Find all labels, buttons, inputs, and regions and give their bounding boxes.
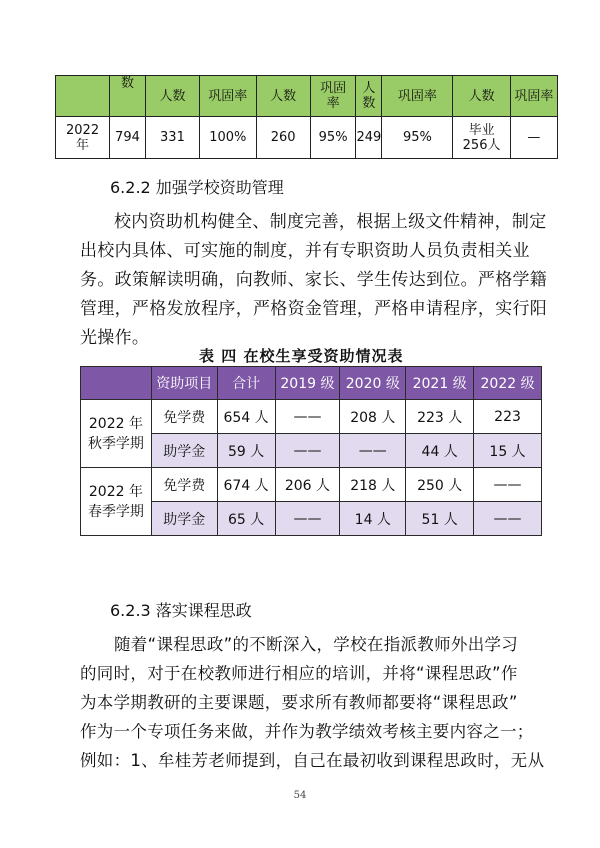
header-cell: 巩固率 xyxy=(200,76,257,117)
enrollment-retention-table xyxy=(55,75,558,159)
paragraph-line: 的同时，对于在校教师进行相应的培训，并将“课程思政”作 xyxy=(80,664,518,683)
table-cell: 44 人 xyxy=(406,434,474,468)
header-cell: 2019 级 xyxy=(275,367,340,400)
table-cell: 249 xyxy=(356,117,382,159)
section-622-paragraph xyxy=(80,208,547,353)
paragraph-line: 管理，严格发放程序，严格资金管理，严格申请程序，实行阳 xyxy=(80,299,548,319)
table-row xyxy=(56,117,558,159)
table-cell: 260 xyxy=(256,117,310,159)
table-row xyxy=(81,468,542,502)
table-cell: 208 人 xyxy=(340,400,406,434)
header-cell xyxy=(81,367,152,400)
table-header-row xyxy=(81,367,542,400)
table-cell: 免学费 xyxy=(151,468,217,502)
semester-cell: 2022 年秋季学期 xyxy=(81,400,152,468)
table-cell: 95% xyxy=(310,117,356,159)
page-number: 54 xyxy=(293,790,307,801)
paragraph-line: 务。政策解读明确，向教师、家长、学生传达到位。严格学籍 xyxy=(80,270,548,290)
paragraph-line: 光操作。 xyxy=(80,328,150,348)
header-cell: 2022 级 xyxy=(474,367,542,400)
table-cell: 654 人 xyxy=(217,400,275,434)
section-heading-622: 6.2.2 加强学校资助管理 xyxy=(110,178,284,197)
header-cell: 人数 xyxy=(453,76,510,117)
table-row xyxy=(81,400,542,434)
section-heading-623: 6.2.3 落实课程思政 xyxy=(110,601,252,620)
table-cell: 331 xyxy=(145,117,199,159)
table-cell: 218 人 xyxy=(340,468,406,502)
header-cell: 合计 xyxy=(217,367,275,400)
table-cell: —— xyxy=(275,502,340,536)
header-cell: 人数 xyxy=(356,76,382,117)
header-cell: 人数 xyxy=(256,76,310,117)
table-cell: —— xyxy=(275,434,340,468)
table-cell: 794 xyxy=(110,117,146,159)
header-cell: 巩固率 xyxy=(310,76,356,117)
header-cell: 2020 级 xyxy=(340,367,406,400)
paragraph-line: 例如：1、牟桂芳老师提到，自己在最初收到课程思政时，无从 xyxy=(80,751,545,770)
table-cell: 助学金 xyxy=(151,502,217,536)
table-cell: 100% xyxy=(200,117,257,159)
financial-aid-table xyxy=(80,366,542,536)
table-cell: 206 人 xyxy=(275,468,340,502)
table-cell: 15 人 xyxy=(474,434,542,468)
semester-cell: 2022 年春季学期 xyxy=(81,468,152,536)
table-cell: — xyxy=(510,117,557,159)
table-cell: 223 人 xyxy=(406,400,474,434)
header-cell: 巩固率 xyxy=(382,76,453,117)
paragraph-line: 为本学期教研的主要课题，要求所有教师都要将“课程思政” xyxy=(80,693,518,712)
table-cell: 51 人 xyxy=(406,502,474,536)
paragraph-line: 校内资助机构健全、制度完善，根据上级文件精神，制定 xyxy=(114,212,547,232)
table-caption: 表 四 在校生享受资助情况表 xyxy=(199,347,404,365)
table-cell: 250 人 xyxy=(406,468,474,502)
table-cell: 免学费 xyxy=(151,400,217,434)
table-cell: 14 人 xyxy=(340,502,406,536)
table-cell: 助学金 xyxy=(151,434,217,468)
table-cell: —— xyxy=(340,434,406,468)
header-cell: 资助项目 xyxy=(151,367,217,400)
paragraph-line: 随着“课程思政”的不断深入，学校在指派教师外出学习 xyxy=(114,635,519,654)
table-cell: 2022年 xyxy=(56,117,110,159)
table-cell: 65 人 xyxy=(217,502,275,536)
table-cell: —— xyxy=(275,400,340,434)
table-cell: 95% xyxy=(382,117,453,159)
table-cell: 59 人 xyxy=(217,434,275,468)
table-header-row xyxy=(56,76,558,117)
table-cell: —— xyxy=(474,468,542,502)
table-cell: —— xyxy=(474,502,542,536)
table-cell: 674 人 xyxy=(217,468,275,502)
header-cell xyxy=(56,76,110,117)
section-623-paragraph xyxy=(80,630,544,775)
header-cell: 2021 级 xyxy=(406,367,474,400)
header-cell: 人数 xyxy=(145,76,199,117)
table-cell: 毕业256人 xyxy=(453,117,510,159)
paragraph-line: 作为一个专项任务来做，并作为教学绩效考核主要内容之一； xyxy=(80,722,534,741)
paragraph-line: 出校内具体、可实施的制度，并有专职资助人员负责相关业 xyxy=(80,241,530,261)
table-cell: 223 xyxy=(474,400,542,434)
header-cell: 数 xyxy=(110,76,146,117)
header-cell: 巩固率 xyxy=(510,76,557,117)
